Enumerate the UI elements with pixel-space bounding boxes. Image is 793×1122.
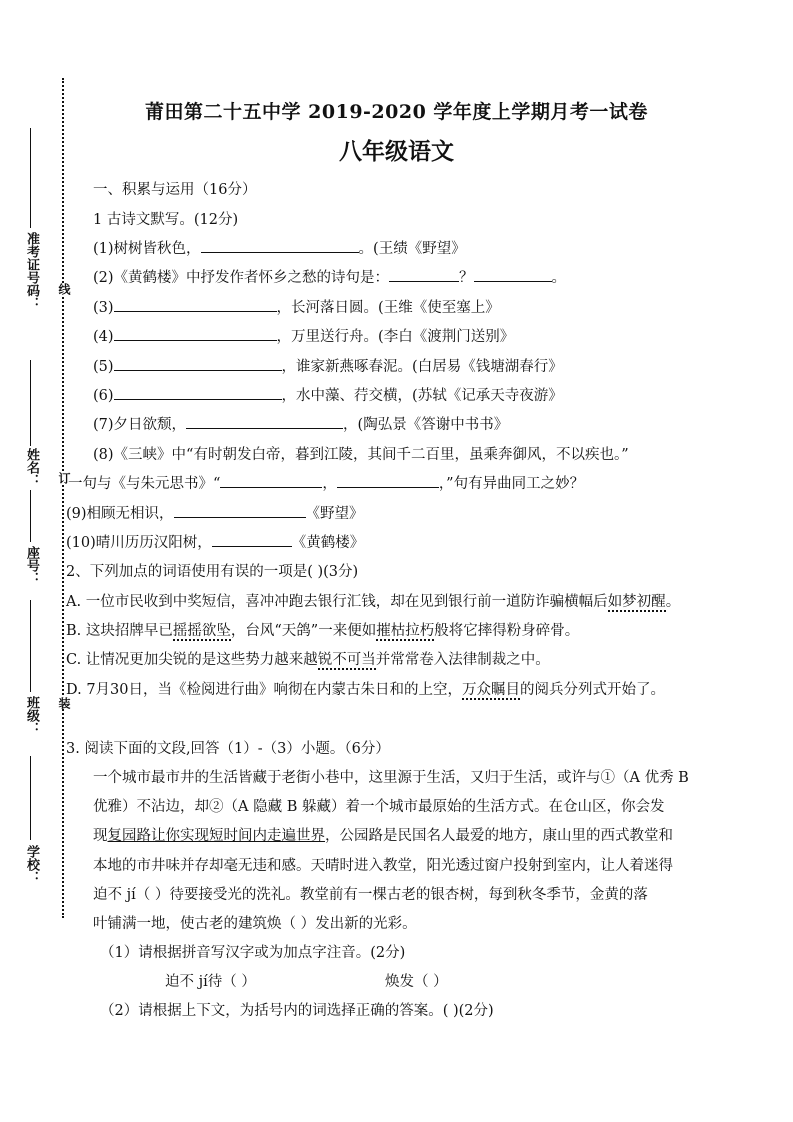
- option-text: C. 让情况更加尖锐的是这些势力越来越: [66, 652, 318, 668]
- answer-blank[interactable]: [220, 473, 322, 488]
- seat-label: 座号：: [24, 546, 39, 585]
- dotted-word: 万众瞩目: [462, 682, 521, 698]
- poem-item-8-line2: [68, 472, 584, 493]
- answer-blank[interactable]: [474, 267, 552, 282]
- para-text: 现: [93, 828, 108, 844]
- item-text: ，水中藻、荇交横，(苏轼《记承天寺夜游》: [281, 388, 563, 404]
- binding-char-zhuang: 装: [57, 697, 71, 709]
- exam-title: 莆田第二十五中学 2019-2020 学年度上学期月考一试卷: [145, 101, 648, 123]
- item-text: (1)树树皆秋色，: [93, 241, 201, 257]
- dotted-word: 锐不可当: [317, 652, 376, 668]
- school-label: 学校：: [24, 845, 39, 884]
- item-text: 。(王绩《野望》: [358, 241, 466, 257]
- item-text: (7)夕日欲颓，: [93, 417, 187, 433]
- q2-option-d[interactable]: [66, 678, 665, 699]
- para-text: 公园路是民国名人最爱的地方，康山里的西式教堂和: [339, 828, 673, 844]
- seat-line: [30, 490, 31, 542]
- name-label: 姓名：: [24, 448, 39, 487]
- underlined-sentence: 复园路让你实现短时间内走遍世界: [107, 828, 325, 844]
- item-text: ，谁家新燕啄春泥。(白居易《钱塘湖春行》: [281, 359, 563, 375]
- item-text: (5): [93, 359, 114, 375]
- answer-blank[interactable]: [174, 503, 306, 518]
- answer-blank[interactable]: [114, 326, 277, 341]
- poem-item-4: [93, 325, 514, 346]
- answer-blank[interactable]: [337, 473, 439, 488]
- item-text: (2)《黄鹤楼》中抒发作者怀乡之愁的诗句是：: [93, 270, 390, 286]
- para-text: ，: [325, 828, 340, 844]
- answer-blank[interactable]: [114, 356, 282, 371]
- item-text: (9)相顾无相识，: [66, 506, 174, 522]
- q3-heading: 3. 阅读下面的文段,回答（1）-（3）小题。（6分）: [66, 741, 390, 757]
- q2-option-a[interactable]: [66, 590, 680, 611]
- q3-para-line6: 叶铺满一地，使古老的建筑焕（ ）发出新的光彩。: [93, 916, 417, 932]
- item-text: ，万里送行舟。(李白《渡荆门送别》: [276, 329, 515, 345]
- item-text: (4): [93, 329, 114, 345]
- dotted-word: 摧枯拉朽: [376, 623, 435, 639]
- item-text: 一句与《与朱元思书》“: [68, 476, 221, 492]
- option-text: 的阅兵分列式开始了。: [520, 682, 666, 698]
- answer-blank[interactable]: [114, 385, 282, 400]
- poem-item-8-line1: (8)《三峡》中“有时朝发白帝，暮到江陵，其间千二百里，虽乘奔御风，不以疾也。”: [93, 447, 629, 463]
- poem-item-6: [93, 384, 563, 405]
- answer-blank[interactable]: [201, 238, 359, 253]
- poem-item-3: [93, 296, 500, 317]
- q2-option-b[interactable]: [66, 619, 579, 640]
- q3-para-line4: 本地的市井味并存却毫无违和感。天晴时进入教堂，阳光透过窗户投射到室内，让人着迷得: [93, 858, 673, 874]
- section1-heading: 一、积累与运用（16分）: [93, 182, 257, 198]
- q2-option-c[interactable]: [66, 648, 550, 669]
- option-text: 并常常卷入法律制裁之中。: [375, 652, 550, 668]
- q3-sub1-answer-b[interactable]: 焕发（ ）: [385, 974, 448, 990]
- poem-item-5: [93, 355, 563, 376]
- item-text: (10)晴川历历汉阳树，: [66, 535, 212, 551]
- class-label: 班级：: [24, 696, 39, 735]
- answer-blank[interactable]: [389, 267, 459, 282]
- option-text: D. 7月30日，当《检阅进行曲》响彻在内蒙古朱日和的上空，: [66, 682, 463, 698]
- poem-item-9: [66, 502, 364, 523]
- q3-para-line5: 迫不 jí（ ）待要接受光的洗礼。教堂前有一棵古老的银杏树，每到秋冬季节，金黄的落: [93, 887, 648, 903]
- item-text: (3): [93, 300, 114, 316]
- answer-blank[interactable]: [212, 532, 292, 547]
- q1-heading: 1 古诗文默写。(12分): [93, 212, 239, 228]
- item-text: ，长河落日圆。(王维《使至塞上》: [276, 300, 500, 316]
- item-text: 。: [551, 270, 567, 286]
- item-text: 《黄鹤楼》: [291, 535, 365, 551]
- option-text: B. 这块招牌早已: [66, 623, 173, 639]
- option-text: ，台风“天鸽”一来便如: [230, 623, 377, 639]
- class-line: [30, 600, 31, 692]
- binding-char-xian: 线: [57, 283, 71, 295]
- exam-subtitle: 八年级语文: [339, 138, 454, 165]
- q2-heading: 2、下列加点的词语使用有误的一项是( )(3分): [66, 564, 359, 580]
- dotted-word: 摇摇欲坠: [172, 623, 231, 639]
- binding-dotted-line: [62, 78, 64, 918]
- poem-item-1: [93, 237, 466, 258]
- poem-item-10: [66, 531, 364, 552]
- exam-id-label: 准考证号码：: [24, 232, 39, 310]
- binding-char-ding: 订: [57, 472, 71, 484]
- answer-blank[interactable]: [114, 297, 277, 312]
- option-text: A. 一位市民收到中奖短信，喜冲冲跑去银行汇钱，却在见到银行前一道防诈骗横幅后: [66, 594, 608, 610]
- item-text: ，(陶弘景《答谢中书书》: [343, 417, 509, 433]
- q3-sub1: （1）请根据拼音写汉字或为加点字注音。(2分): [100, 945, 406, 961]
- item-text: ？: [459, 270, 474, 286]
- item-text: ，”句有异曲同工之妙？: [438, 476, 585, 492]
- option-text: 。: [665, 594, 681, 610]
- item-text: 《野望》: [305, 506, 364, 522]
- answer-blank[interactable]: [186, 414, 343, 429]
- item-text: (6): [93, 388, 114, 404]
- q3-sub1-answer-a[interactable]: 迫不 jí待（ ）: [165, 974, 256, 990]
- q3-sub2: （2）请根据上下文，为括号内的词选择正确的答案。( )(2分): [100, 1003, 494, 1019]
- q3-para-line2: 优雅）不沾边，却②（A 隐藏 B 躲藏）着一个城市最原始的生活方式。在仓山区，你会发: [93, 799, 665, 815]
- option-text: 般将它摔得粉身碎骨。: [434, 623, 580, 639]
- poem-item-7: [93, 413, 508, 434]
- poem-item-2: [93, 266, 566, 287]
- q3-para-line3: [93, 824, 673, 845]
- school-line: [30, 756, 31, 840]
- dotted-word: 如梦初醒: [607, 594, 666, 610]
- name-line: [30, 360, 31, 446]
- item-text: ，: [322, 476, 337, 492]
- q3-para-line1: 一个城市最市井的生活皆藏于老街小巷中，这里源于生活，又归于生活，或许与①（A 优秀 B: [93, 770, 689, 786]
